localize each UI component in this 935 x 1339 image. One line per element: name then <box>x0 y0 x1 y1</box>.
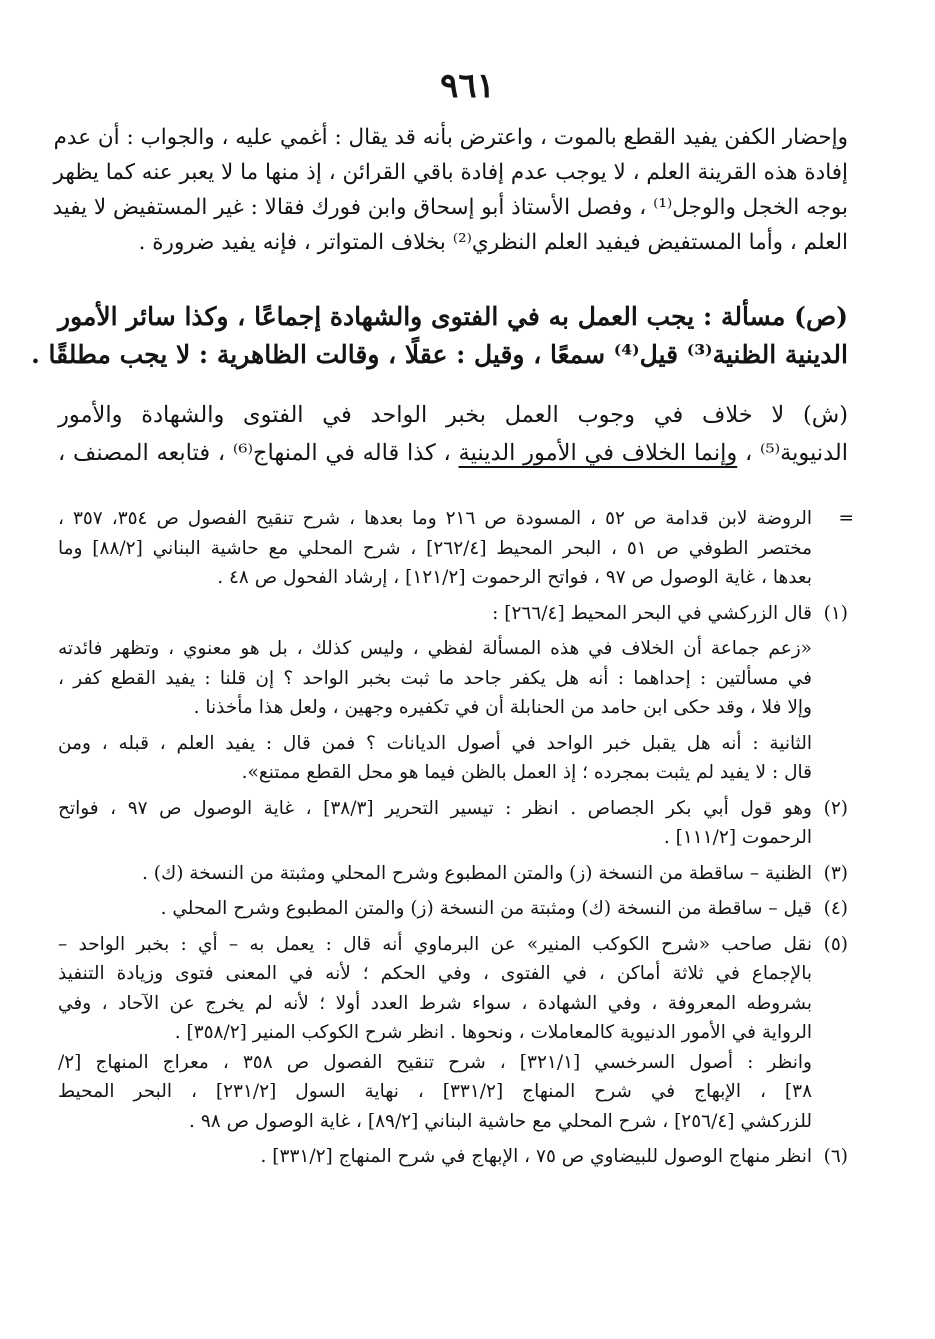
footnotes <box>58 504 854 1178</box>
sharh-line <box>58 434 848 472</box>
footnote-line: قال الزركشي في البحر المحيط [٢٦٦/٤] : <box>492 602 812 624</box>
footnote-line: الظنية – ساقطة من النسخة (ز) والمتن المطبوع وشرح المحلي ومثبتة من النسخة (ك) . <box>141 862 812 884</box>
matn-paragraph <box>31 298 848 374</box>
footnote-5 <box>58 930 848 1137</box>
footnote-2 <box>58 794 848 853</box>
footnote-3 <box>58 859 848 889</box>
quote-line: قال : لا يفيد لم يثبت بمجرده ؛ إذ العمل بالظن فيما هو محل القطع ممتنع». <box>241 762 812 783</box>
footnote-line: الرواية في الأمور الدنيوية كالمعاملات ، ونحوها . انظر شرح الكوكب المنير [٣٥٨/٢] . <box>174 1022 812 1043</box>
footnote-6 <box>58 1142 848 1172</box>
footnote-line: الروضة لابن قدامة ص ٥٢ ، المسودة ص ٢١٦ وما بعدها ، شرح تنقيح الفصول ص ٣٥٤، ٣٥٧ ، <box>58 508 812 529</box>
footnote-line: الرحموت [١١١/٢] . <box>663 827 812 848</box>
matn-line: الدينية الظنية⁽³⁾ قيل⁽⁴⁾ سمعًا ، وقيل : عقلًا ، وقالت الظاهرية : لا يجب مطلقًا . <box>31 340 848 369</box>
footnote-line: وهو قول أبي بكر الجصاص . انظر : تيسير التحرير [٣٨/٣] ، غاية الوصول ص ٩٧ ، فواتح <box>58 797 812 819</box>
quote-line: الثانية : أنه هل يقبل خبر الواحد في أصول الديانات ؟ فمن قال : يفيد العلم ، قبله ، ومن <box>58 732 812 754</box>
footnote-line: بشروطه المعروفة ، وفي الشهادة ، سواء شرط العدد أولا ؛ لأنه لم يخرج عن الآحاد ، وفي <box>58 992 812 1014</box>
underlined-phrase: وإنما الخلاف في الأمور الدينية <box>458 440 738 466</box>
footnote-number: (٦) <box>823 1146 848 1167</box>
body-line: العلم ، وأما المستفيض فيفيد العلم النظري⁽²⁾ بخلاف المتواتر ، فإنه يفيد ضرورة . <box>138 230 848 255</box>
body-line: بوجه الخجل والوجل⁽¹⁾ ، وفصل الأستاذ أبو إسحاق وابن فورك فقالا : غير المستفيض لا يفيد <box>52 195 848 220</box>
sharh-text: الدنيوية⁽⁵⁾ ، <box>737 440 849 466</box>
footnote-1-quote <box>58 634 848 788</box>
page-number: ٩٦١ <box>440 66 495 106</box>
footnote-number: (٢) <box>823 797 848 819</box>
quote-line: «زعم جماعة أن الخلاف في هذه المسألة لفظي ، وليس كذلك ، بل هو معنوي ، وتظهر فائدته <box>58 638 812 659</box>
footnote-1 <box>58 599 848 629</box>
footnote-continuation <box>58 504 854 593</box>
footnote-number: (٣) <box>823 862 848 884</box>
body-line: إفادة هذه القرينة العلم ، لا يوجب عدم إفادة باقي القرائن ، إذ منها ما لا يعبر عنه كما يظهر <box>53 160 848 185</box>
quote-line: وإلا فلا ، وقد حكى ابن حامد من الحنابلة أن في تكفيره وجهين ، ولعل هذا مأخذنا . <box>193 697 812 718</box>
sharh-line: (ش) لا خلاف في وجوب العمل بخبر الواحد في الفتوى والشهادة والأمور <box>58 402 848 428</box>
footnote-number: (١) <box>823 602 848 624</box>
quote-line: في مسألتين : إحداهما : أنه هل يكفر جاحد ما ثبت بخبر الواحد ؟ إن قلنا : يفيد القطع كفر ، <box>58 667 812 689</box>
continuation-marker: = <box>838 508 854 529</box>
footnote-line: بالإجماع في ثلاثة أماكن ، في الفتوى ، وفي الحكم ؛ لأنه في المعنى فتوى وزيادة التنفيذ <box>58 963 812 984</box>
footnote-line: بعدها ، غاية الوصول ص ٩٧ ، فواتح الرحموت [١٢١/٢] ، إرشاد الفحول ص ٤٨ . <box>217 567 812 588</box>
sharh-text: ، كذا قاله في المنهاج⁽⁶⁾ ، فتابعه المصنف ، <box>58 440 459 466</box>
footnote-line: للزركشي [٢٥٦/٤] ، شرح المحلي مع حاشية البناني [٨٩/٢] ، غاية الوصول ص ٩٨ . <box>189 1110 812 1132</box>
footnote-line: انظر منهاج الوصول للبيضاوي ص ٧٥ ، الإبهاج في شرح المنهاج [٣٣١/٢] . <box>260 1146 812 1167</box>
footnote-number: (٤) <box>823 898 848 919</box>
footnote-number: (٥) <box>823 933 848 955</box>
footnote-4 <box>58 894 848 924</box>
body-line: وإحضار الكفن يفيد القطع بالموت ، واعترض بأنه قد يقال : أغمي عليه ، والجواب : أن عدم <box>53 125 848 150</box>
matn-line: (ص) مسألة : يجب العمل به في الفتوى والشهادة إجماعًا ، وكذا سائر الأمور <box>58 302 848 331</box>
body-paragraph <box>52 120 848 260</box>
footnote-line: قيل – ساقطة من النسخة (ك) ومثبتة من النسخة (ز) والمتن المطبوع وشرح المحلي . <box>160 898 812 919</box>
footnote-line: وانظر : أصول السرخسي [٣٢١/١] ، شرح تنقيح الفصول ص ٣٥٨ ، معراج المنهاج [٢/ <box>58 1051 812 1073</box>
footnote-line: مختصر الطوفي ص ٥١ ، البحر المحيط [٢٦٢/٤] ، شرح المحلي مع حاشية البناني [٨٨/٢] وما <box>58 537 813 559</box>
footnote-line: نقل صاحب «شرح الكوكب المنير» عن البرماوي أنه قال : يعمل به – أي : بخبر الواحد – <box>58 933 812 955</box>
sharh-paragraph <box>58 396 848 472</box>
footnote-line: ٣٨] ، الإبهاج في شرح المنهاج [٣٣١/٢] ، نهاية السول [٢٣١/٢] ، البحر المحيط <box>58 1081 813 1102</box>
